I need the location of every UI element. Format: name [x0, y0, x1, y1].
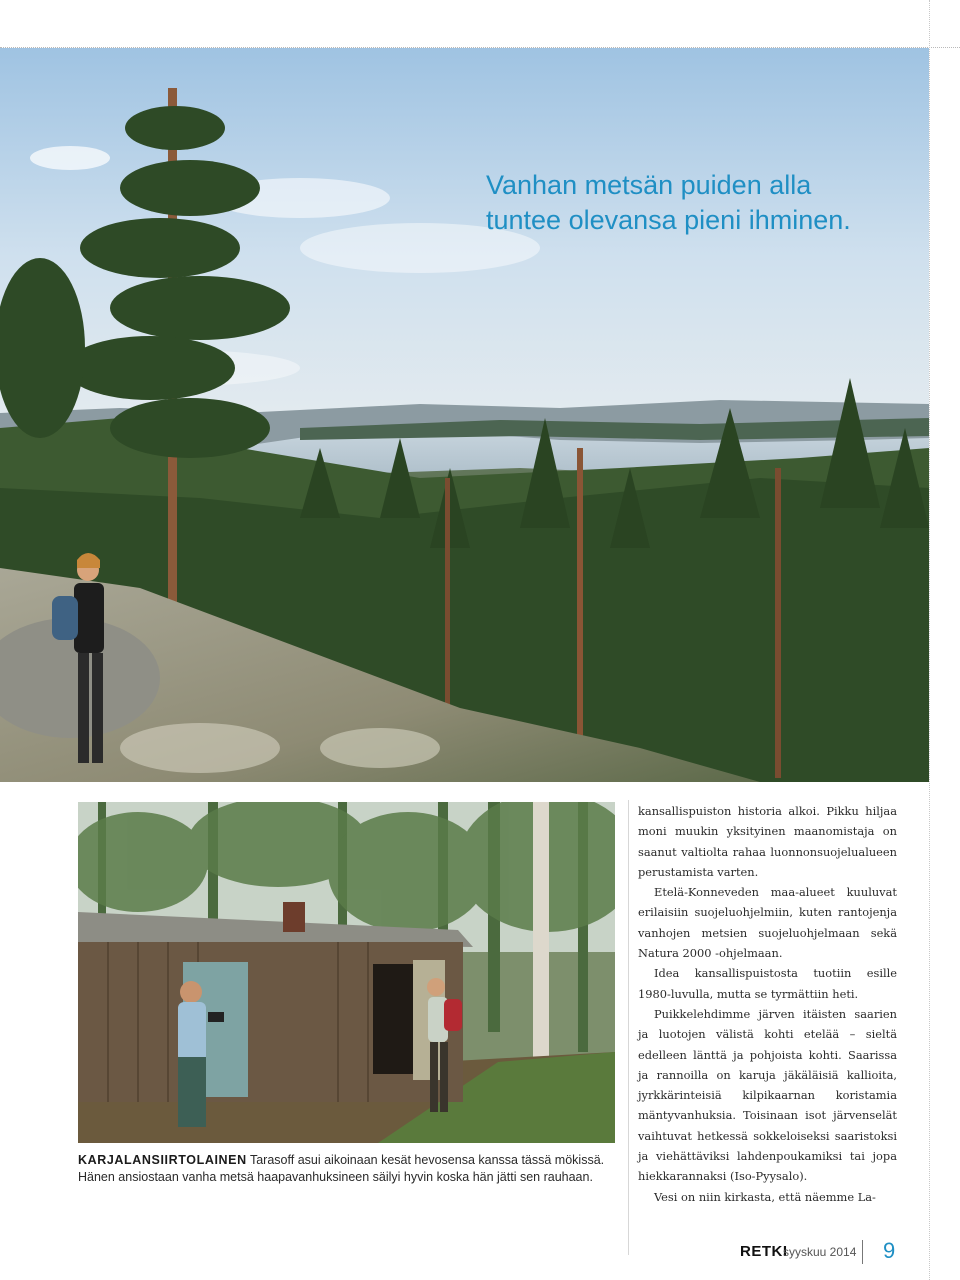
body-paragraph: kansallispuiston historia alkoi. Pikku hiljaa moni muukin yksityinen maanomistaja on saanut valtiolta rahaa luonnonsuojelualueen perustamista varten. — [638, 804, 897, 879]
page-number: 9 — [883, 1238, 896, 1263]
hero-caption-line-1: Vanhan metsän puiden alla — [486, 170, 812, 200]
issue-date: syyskuu 2014 — [783, 1245, 857, 1259]
hero-caption-line-2: tuntee olevansa pieni ihminen. — [486, 205, 851, 235]
hero-caption — [486, 168, 906, 238]
column-rule — [628, 800, 629, 1255]
body-paragraph: Vesi on niin kirkasta, että näemme La- — [654, 1189, 876, 1204]
body-paragraph: Puikkelehdimme järven itäisten saarien ja luotojen välistä kohti etelää – sieltä edelleen länttä ja pohjoista kohti. Saarissa ja rannoilla on karuja jäkäläisiä kallioita, jyrkkärinteisiä kilpikaarnan koristamia mäntyvanhuksia. Toisinaan isot järvenselät vaihtuvat hetkessä sokkeloiseksi saaristoksi ja viehättäviksi lahdenpoukamiksi tai jopa hiekkarannaksi (Iso-Pyysalo). — [638, 1006, 897, 1184]
cabin-illustration — [78, 802, 615, 1143]
cabin-photo — [78, 802, 615, 1143]
footer-divider — [862, 1240, 863, 1264]
crop-guide-vertical — [929, 0, 930, 1280]
body-paragraph: Etelä-Konneveden maa-alueet kuuluvat erilaisiin suojeluohjelmiin, kuten rantojenja vanhojen metsien suojeluohjelmaan sekä Natura 2000 -ohjelmaan. — [638, 885, 897, 961]
photo-caption — [78, 1152, 615, 1186]
hero-photo — [0, 48, 929, 782]
top-margin — [0, 0, 960, 48]
magazine-logo: RETKI — [740, 1243, 788, 1260]
page-footer — [740, 1240, 930, 1270]
photo-caption-text: Tarasoff asui aikoinaan kesät hevosensa kanssa tässä mökissä. Hänen ansiostaan vanha metsä haapavanhuksineen säilyi hyvin koska hän jätti sen rauhaan. — [78, 1153, 605, 1184]
body-text-column — [638, 801, 897, 1207]
hero-landscape-illustration — [0, 48, 929, 782]
photo-caption-kicker: KARJALANSIIRTOLAINEN — [78, 1153, 247, 1167]
body-paragraph: Idea kansallispuistosta tuotiin esille 1980-luvulla, mutta se tyrmättiin heti. — [638, 966, 897, 1001]
